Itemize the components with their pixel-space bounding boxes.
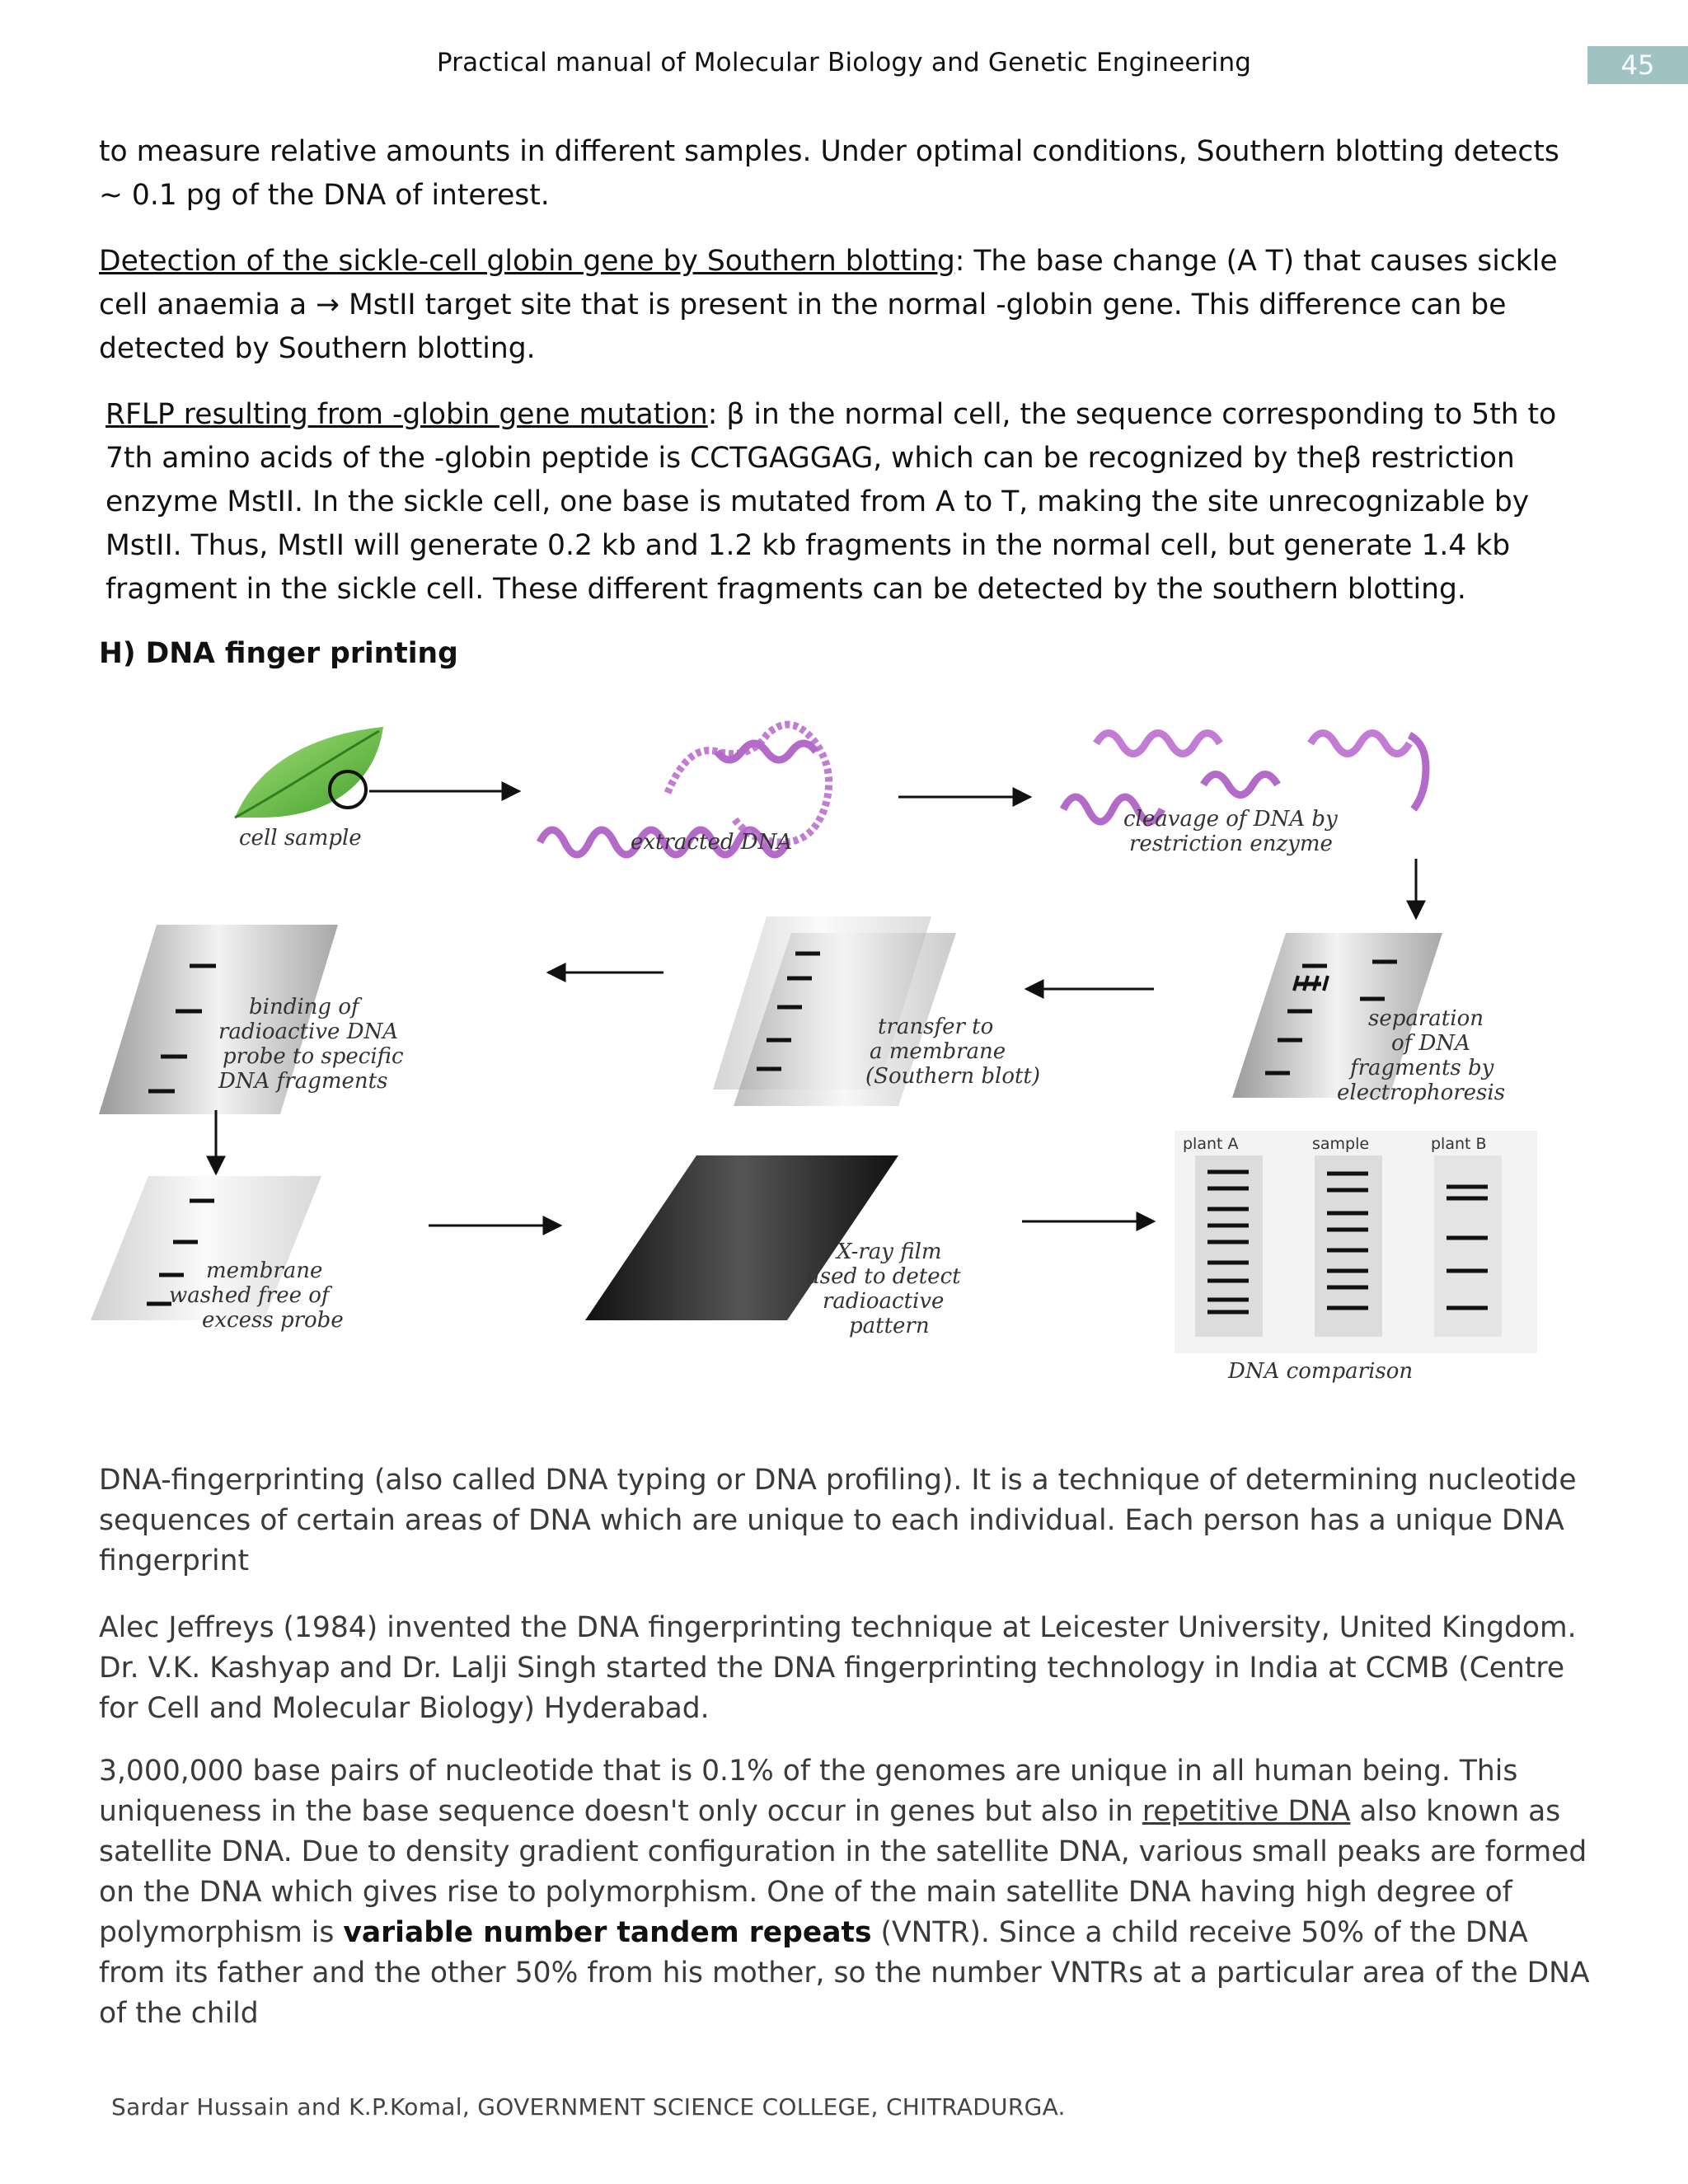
dna-fingerprinting-diagram bbox=[91, 694, 1558, 1403]
label-plant-a: plant A bbox=[1183, 1135, 1239, 1153]
label-xray-1: X-ray film bbox=[837, 1240, 942, 1264]
label-binding-4: DNA fragments bbox=[218, 1069, 388, 1094]
label-sample: sample bbox=[1312, 1135, 1370, 1153]
paragraph-1 bbox=[99, 130, 1591, 218]
label-separation-2: of DNA bbox=[1391, 1031, 1470, 1056]
vntr-term: variable number tandem repeats bbox=[343, 1916, 872, 1949]
paragraph-6-part3: (VNTR). Since a child receive 50% of the DNA from its father and the other 50% from his mother, so the number VNTRs at a particular area of the DNA of the child bbox=[99, 1916, 1590, 2030]
label-cell-sample: cell sample bbox=[239, 826, 362, 851]
label-membrane-3: excess probe bbox=[202, 1308, 344, 1333]
paragraph-4 bbox=[99, 1460, 1591, 1582]
paragraph-5-text: Alec Jeffreys (1984) invented the DNA fingerprinting technique at Leicester University, United Kingdom. Dr. V.K. Kashyap and Dr. Lalji Singh started the DNA fingerprinting technology in India at CCMB (Centre for Cell and Molecular Biology) Hyderabad. bbox=[99, 1611, 1577, 1725]
label-xray-2: used to detect bbox=[806, 1264, 961, 1289]
page-number: 45 bbox=[1587, 46, 1688, 84]
label-transfer-2: a membrane bbox=[870, 1039, 1006, 1064]
paragraph-5 bbox=[99, 1608, 1591, 1729]
paragraph-2 bbox=[99, 240, 1591, 371]
label-cleavage-2: restriction enzyme bbox=[1129, 832, 1333, 856]
label-plant-b: plant B bbox=[1431, 1135, 1487, 1153]
label-xray-3: radioactive bbox=[823, 1289, 945, 1314]
label-separation-3: fragments by bbox=[1350, 1056, 1494, 1080]
paragraph-6 bbox=[99, 1751, 1591, 2034]
label-separation-4: electrophoresis bbox=[1337, 1080, 1506, 1105]
page-footer: Sardar Hussain and K.P.Komal, GOVERNMENT SCIENCE COLLEGE, CHITRADURGA. bbox=[111, 2093, 1066, 2121]
paragraph-1-text: to measure relative amounts in different samples. Under optimal conditions, Southern blotting detects ~ 0.1 pg of the DNA of interest. bbox=[99, 135, 1559, 212]
running-title: Practical manual of Molecular Biology and Genetic Engineering bbox=[436, 48, 1252, 77]
sickle-cell-link[interactable]: Detection of the sickle-cell globin gene by Southern blotting bbox=[99, 245, 955, 278]
label-dna-comparison: DNA comparison bbox=[1228, 1359, 1414, 1384]
label-cleavage-1: cleavage of DNA by bbox=[1123, 807, 1338, 832]
label-membrane-1: membrane bbox=[206, 1258, 323, 1283]
rflp-link[interactable]: RFLP resulting from -globin gene mutation bbox=[106, 398, 708, 431]
label-transfer-3: (Southern blott) bbox=[865, 1064, 1041, 1089]
label-separation-1: separation bbox=[1368, 1006, 1484, 1031]
label-binding-2: radioactive DNA bbox=[218, 1019, 399, 1044]
paragraph-4-text: DNA-fingerprinting (also called DNA typing or DNA profiling). It is a technique of determining nucleotide sequences of certain areas of DNA which are unique to each individual. Each person has a unique DNA fingerprint bbox=[99, 1464, 1577, 1577]
paragraph-6-part2: also known as satellite DNA. Due to density gradient configuration in the satellite DNA, various small peaks are formed on the DNA which gives rise to polymorphism. One of the main satellite DNA having high degree of polymorphism is bbox=[99, 1795, 1587, 1949]
dna-comparison-panel bbox=[1175, 1131, 1537, 1353]
repetitive-dna-link[interactable]: repetitive DNA bbox=[1142, 1795, 1351, 1828]
label-xray-4: pattern bbox=[849, 1314, 930, 1338]
label-binding-3: probe to specific bbox=[223, 1044, 404, 1069]
paragraph-3 bbox=[106, 393, 1597, 612]
label-transfer-1: transfer to bbox=[878, 1015, 994, 1039]
paragraph-2-text: : The base change (A T) that causes sickle cell anaemia a → MstII target site that is present in the normal -globin gene. This difference can be detected by Southern blotting. bbox=[99, 245, 1558, 365]
label-extracted-dna: extracted DNA bbox=[631, 830, 793, 855]
section-heading: H) DNA finger printing bbox=[99, 637, 458, 670]
paragraph-3-text: : β in the normal cell, the sequence corresponding to 5th to 7th amino acids of the -globin peptide is CCTGAGGAG, which can be recognized by theβ restriction enzyme MstII. In the sickle cell, one base is mutated from A to T, making the site unrecognizable by MstII. Thus, MstII will generate 0.2 kb and 1.2 kb fragments in the normal cell, but generate 1.4 kb fragment in the sickle cell. These different fragments can be detected by the southern blotting. bbox=[106, 398, 1557, 606]
label-binding-1: binding of bbox=[249, 995, 359, 1019]
leaf-icon bbox=[235, 727, 383, 818]
label-membrane-2: washed free of bbox=[169, 1283, 330, 1308]
paragraph-6-part1: 3,000,000 base pairs of nucleotide that is 0.1% of the genomes are unique in all human being. This uniqueness in the base sequence doesn't only occur in genes but also in bbox=[99, 1755, 1518, 1828]
